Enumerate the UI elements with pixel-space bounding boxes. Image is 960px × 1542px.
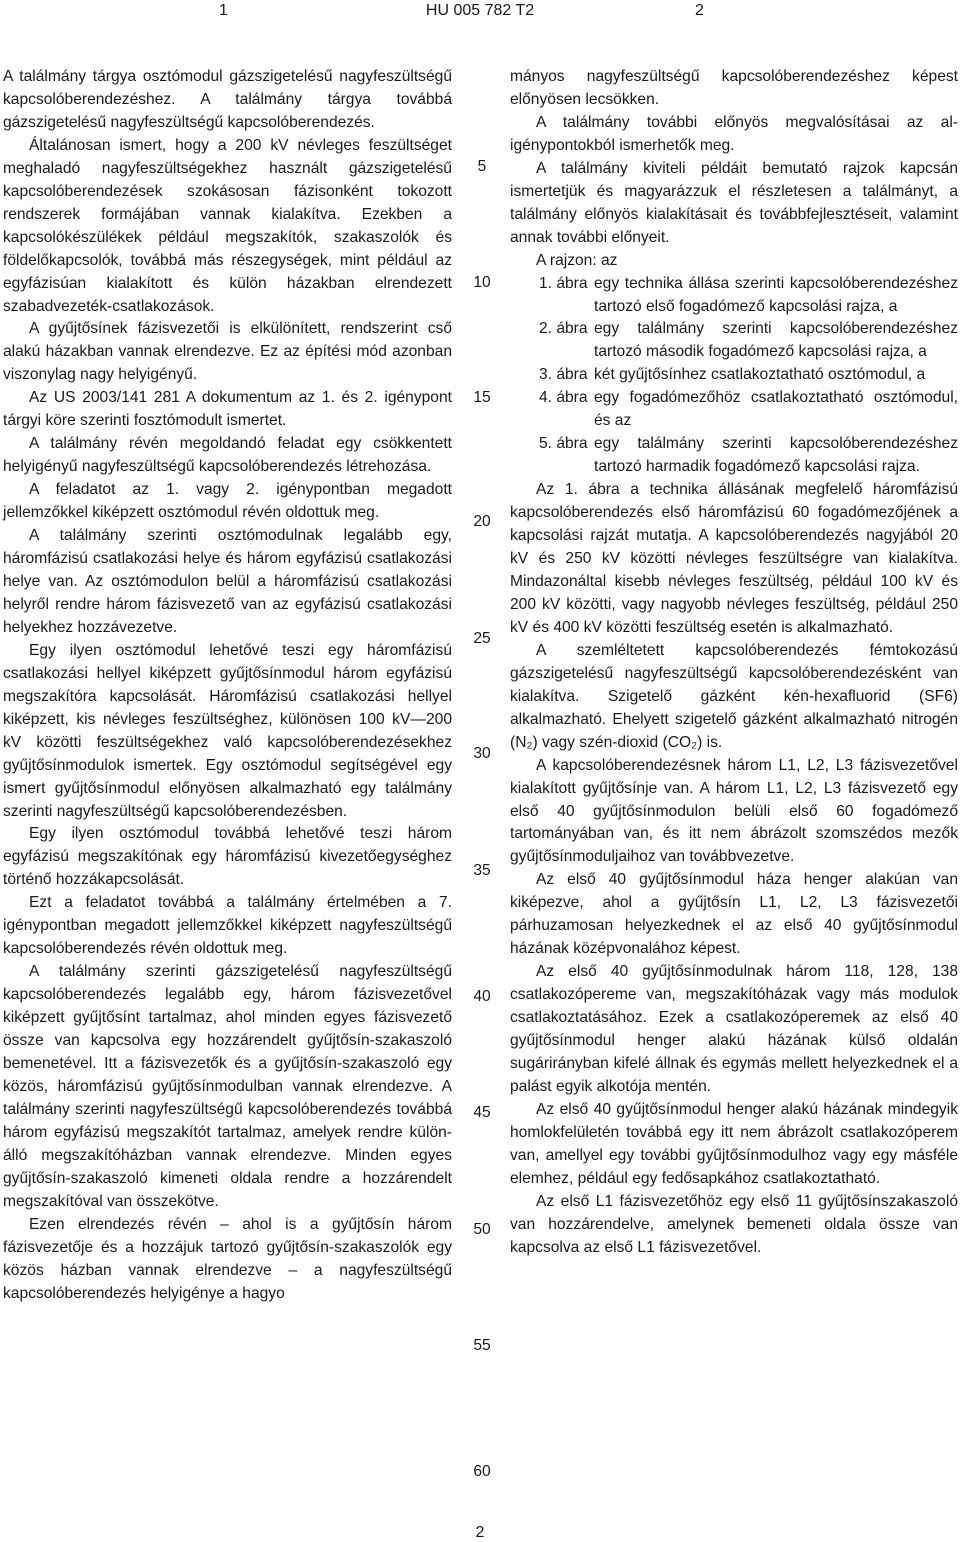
figure-list-item bbox=[510, 273, 958, 319]
paragraph: A találmány szerinti osztómodulnak legalább egy, háromfázisú csatlakozási helye és három egyfázisú csatlakozási helye van. Az osztómodulon belül a háromfázisú csatlakozási helyről rendre három fázisvezető van az egyfázisú csatlakozási helyekhez hozzávezetve. bbox=[3, 527, 452, 636]
paragraph: A találmány szerinti gázszigetelésű nagyfeszültségű kapcsolóberendezés legalább egy, három fázisvezetővel kiképzett gyűjtősínt tartalmaz, ahol minden egyes fázisvezető össze van kapcsolva egy hozzárendelt gyűjtősín-szakaszoló bemenetével. Itt a fázisvezetők és a gyűjtősín-szakaszoló egy közös, háromfázisú gyűjtősínmodulban vannak elrendezve. A találmány szerinti nagyfeszültségű kapcsolóberendezés továbbá három egyfázisú megszakítót tartalmaz, amelyek rendre különálló megszakítóházban vannak elrendezve. Minden egyes gyűjtősín-szakaszoló kimeneti oldala rendre a hozzárendelt megszakítóval van összekötve. bbox=[3, 963, 452, 1210]
paragraph: A feladatot az 1. vagy 2. igénypontban megadott jellemzőkkel kiképzett osztómodul révén oldottuk meg. bbox=[3, 481, 452, 522]
figure-number: 3. ábra bbox=[539, 366, 588, 384]
paragraph: Az első 40 gyűjtősínmodulnak három 118, 128, 138 csatlakozópereme van, megszakítóházak vagy más modulok csatlakoztatásához. Ezek a csatlakozóperemek az első 40 gyűjtősínmodul henger alakú házának külső oldalán sugárirányban kifelé állnak és egymás mellett helyezkednek el a palást egyik alkotója mentén. bbox=[510, 963, 958, 1095]
paragraph: Az első L1 fázisvezetőhöz egy első 11 gyűjtősínszakaszoló van hozzárendelve, amelynek bemeneti oldala össze van kapcsolva az első L1 fázisvezetővel. bbox=[510, 1192, 958, 1256]
paragraph: A találmány révén megoldandó feladat egy csökkentett helyigényű nagyfeszültségű kapcsolóberendezés létrehozása. bbox=[3, 435, 452, 476]
footer-page-number: 2 bbox=[475, 1524, 485, 1541]
line-number: 35 bbox=[473, 862, 491, 879]
right-intro-paragraphs bbox=[510, 66, 958, 273]
paragraph: Egy ilyen osztómodul lehetővé teszi egy háromfázisú csatlakozási hellyel kiképzett gyűjtősínmodul három egyfázisú megszakítóra kapcsolását. Háromfázisú csatlakozási hellyel kiképzett, kis névleges feszültséghez, különösen 100 kV—200 kV közötti feszültségekhez való kapcsolóberendezésekhez gyűjtősínmodulok ismertek. Egy osztómodul segítségével egy ismert gyűjtősínmodul előnyösen alkalmazható egy találmány szerinti nagyfeszültségű kapcsolóberendezésben. bbox=[3, 641, 452, 820]
figure-number: 2. ábra bbox=[539, 320, 588, 338]
paragraph: A találmány további előnyös megvalósításai az aligénypontokból ismerhetők meg. bbox=[510, 113, 958, 154]
line-number: 30 bbox=[473, 745, 491, 762]
line-number: 10 bbox=[473, 274, 491, 291]
figure-number: 1. ábra bbox=[539, 274, 588, 292]
figure-list-item bbox=[510, 318, 958, 364]
paragraph: A találmány kiviteli példáit bemutató rajzok kapcsán ismertetjük és magyarázzuk el részletesen a találmányt, a találmány előnyös kialakításait és továbbfejlesztéseit, valamint annak további előnyeit. bbox=[510, 159, 958, 246]
paragraph: A szemléltetett kapcsolóberendezés fémtokozású gázszigetelésű nagyfeszültségű kapcsolóberendezésként van kialakítva. Szigetelő gázként kén-hexafluorid (SF6) alkalmazható. Ehelyett szigetelő gázként alkalmazható nitrogén (N₂) vagy szén-dioxid (CO₂) is. bbox=[510, 641, 958, 751]
left-text-column bbox=[3, 66, 452, 1305]
figure-list-item bbox=[510, 433, 958, 479]
figure-description: egy technika állása szerinti kapcsolóberendezéshez tartozó első fogadómező kapcsolási rajza, a bbox=[594, 274, 958, 315]
paragraph: Az első 40 gyűjtősínmodul henger alakú házának mindegyik homlokfelületén továbbá egy itt nem ábrázolt csatlakozóperem van, amellyel egy további gyűjtősínmodulhoz vagy egy másféle elemhez, például egy fedősapkához csatlakoztatható. bbox=[510, 1100, 958, 1187]
paragraph: Általánosan ismert, hogy a 200 kV névleges feszültséget meghaladó nagyfeszültségekhez használt gázszigetelésű kapcsolóberendezések szokásosan fázisonként tokozott rendszerek formájában vannak kialakítva. Ezekben a kapcsolókészülékek például megszakítók, szakaszolók és földelőkapcsolók, továbbá más részegységek, mint például az egyfázisúan kialakított és külön házakban elrendezett szabadvezeték-csatlakozások. bbox=[3, 136, 452, 315]
paragraph: A kapcsolóberendezésnek három L1, L2, L3 fázisvezetővel kialakított gyűjtősínje van. A három L1, L2, L3 fázisvezető egy első 40 gyűjtősínmodulon belüli első 60 fogadómező tartományában van, és itt nem ábrázolt szomszédos mezők gyűjtősínmoduljaihoz van továbbvezetve. bbox=[510, 756, 958, 866]
header-page-left: 1 bbox=[219, 2, 228, 19]
line-number: 55 bbox=[473, 1337, 491, 1354]
figure-list-item bbox=[510, 364, 958, 387]
paragraph: Az US 2003/141 281 A dokumentum az 1. és 2. igénypont tárgyi köre szerinti fosztómodult ismertet. bbox=[3, 389, 452, 430]
paragraph: A rajzon: az bbox=[536, 251, 618, 269]
figure-list-item bbox=[510, 387, 958, 433]
figure-description: egy fogadómezőhöz csatlakoztatható osztómodul, és az bbox=[594, 389, 958, 430]
paragraph: Egy ilyen osztómodul továbbá lehetővé teszi három egyfázisú megszakítónak egy háromfázisú kivezetőegységhez történő hozzákapcsolását. bbox=[3, 825, 452, 889]
figure-description: két gyűjtősínhez csatlakoztatható osztómodul, a bbox=[594, 366, 926, 384]
line-number: 15 bbox=[473, 389, 491, 406]
line-number: 5 bbox=[477, 158, 487, 175]
page-header bbox=[0, 2, 960, 26]
line-number: 20 bbox=[473, 513, 491, 530]
figure-number: 5. ábra bbox=[539, 435, 588, 453]
figure-number: 4. ábra bbox=[539, 389, 588, 407]
right-text-column bbox=[510, 66, 958, 1260]
line-number: 45 bbox=[473, 1104, 491, 1121]
paragraph: mányos nagyfeszültségű kapcsolóberendezéshez képest előnyösen lecsökken. bbox=[510, 68, 958, 108]
paragraph: A találmány tárgya osztómodul gázszigetelésű nagyfeszültségű kapcsolóberendezéshez. A találmány tárgya továbbá gázszigetelésű nagyfeszültségű kapcsolóberendezés. bbox=[3, 68, 452, 131]
line-number: 25 bbox=[473, 630, 491, 647]
figure-list bbox=[510, 273, 958, 480]
line-number: 60 bbox=[473, 1463, 491, 1480]
line-number: 40 bbox=[473, 988, 491, 1005]
header-document-id: HU 005 782 T2 bbox=[425, 2, 535, 19]
line-number: 50 bbox=[473, 1221, 491, 1238]
paragraph: Az első 40 gyűjtősínmodul háza henger alakúan van kiképezve, ahol a gyűjtősín L1, L2, L3 fázisvezetői párhuzamosan helyezkednek el az első 40 gyűjtősínmodul házának középvonalához képest. bbox=[510, 871, 958, 958]
paragraph: Az 1. ábra a technika állásának megfelelő háromfázisú kapcsolóberendezés első háromfázisú 60 fogadómezőjének a kapcsolási rajzát mutatja. A kapcsolóberendezés nagyjából 20 kV és 250 kV közötti névleges feszültségre van kialakítva. Mindazonáltal kisebb névleges feszültség, például 100 kV és 200 kV közötti, vagy nagyobb névleges feszültség, például 250 kV és 400 kV közötti feszültség esetén is alkalmazható. bbox=[510, 481, 958, 636]
figure-description: egy találmány szerinti kapcsolóberendezéshez tartozó második fogadómező kapcsolási rajza, a bbox=[594, 320, 958, 361]
paragraph: A gyűjtősínek fázisvezetői is elkülönített, rendszerint cső alakú házakban vannak elrendezve. Ez az építési mód azonban viszonylag nagy helyigényű. bbox=[3, 320, 452, 384]
paragraph: Ezen elrendezés révén – ahol is a gyűjtősín három fázisvezetője és a hozzájuk tartozó gyűjtősín-szakaszolók egy közös házban vannak elrendezve – a nagyfeszültségű kapcsolóberendezés helyigénye a hagyo bbox=[3, 1215, 452, 1302]
paragraph: Ezt a feladatot továbbá a találmány értelmében a 7. igénypontban megadott jellemzőkkel kiképzett nagyfeszültségű kapcsolóberendezés révén oldottuk meg. bbox=[3, 894, 452, 958]
figure-description: egy találmány szerinti kapcsolóberendezéshez tartozó harmadik fogadómező kapcsolási rajza. bbox=[594, 435, 958, 476]
right-body-paragraphs bbox=[510, 479, 958, 1259]
header-page-right: 2 bbox=[695, 2, 704, 19]
